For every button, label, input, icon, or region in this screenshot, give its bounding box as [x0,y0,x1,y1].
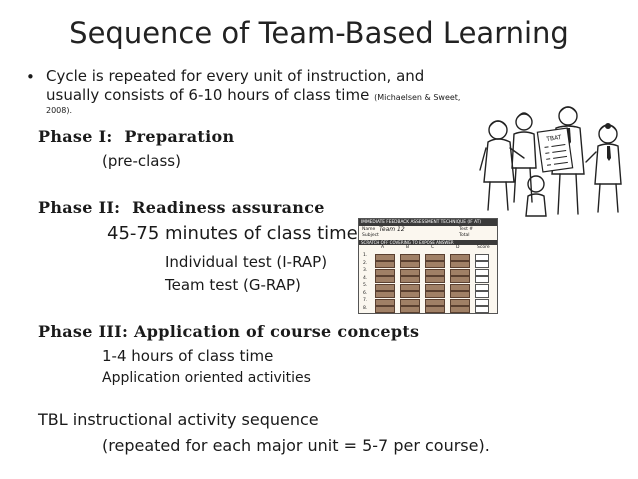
ifat-answer-box [400,276,420,283]
ifat-answer-box [375,261,395,268]
phase-3-time: 1-4 hours of class time [102,347,274,365]
ifat-score-box [475,276,489,283]
ifat-name-label: Name [362,227,376,232]
ifat-answer-box [400,306,420,313]
ifat-row-label: 1. [363,253,368,258]
ifat-scratch-card [358,218,498,314]
ifat-column-2: B [406,245,410,250]
test-paper-icon [537,128,572,172]
ifat-subject-label: Subject [362,233,379,238]
phase-2-item-1: Individual test (I-RAP) [165,253,328,271]
phase-1-colon: : [106,127,113,146]
phase-2-heading [38,198,325,217]
phase-2-name: Readiness assurance [132,198,325,217]
ifat-answer-box [375,284,395,291]
ifat-answer-box [400,299,420,306]
ifat-answer-box [375,306,395,313]
bullet-text-line-1: Cycle is repeated for every unit of instruction, and [46,67,425,85]
ifat-answer-box [425,306,445,313]
phase-1-detail: (pre-class) [102,152,181,170]
ifat-answer-box [400,284,420,291]
phase-3-name: Application of course concepts [134,322,420,341]
ifat-answer-box [450,284,470,291]
phase-3-detail: Application oriented activities [102,370,311,386]
ifat-answer-box [425,261,445,268]
ifat-answer-box [375,291,395,298]
ifat-answer-box [375,254,395,261]
ifat-answer-box [450,276,470,283]
ifat-answer-box [425,254,445,261]
ifat-row-label: 3. [363,268,368,273]
ifat-answer-box [400,269,420,276]
phase-3-label: Phase III [38,322,122,341]
ifat-row-label: 6. [363,290,368,296]
phase-2-item-2: Team test (G-RAP) [165,276,301,294]
ifat-row-label: 4. [363,275,368,281]
bullet-marker: • [26,68,35,86]
citation: (Michaelsen & Sweet, [374,93,461,102]
ifat-score-box [475,299,489,306]
ifat-test-label: Test # [459,227,474,232]
ifat-answer-grid [359,251,497,313]
phase-2-time: 45-75 minutes of class time [107,223,358,244]
ifat-answer-box [375,276,395,283]
ifat-answer-box [425,276,445,283]
ifat-column-5: Score [477,245,490,250]
paper-label: TBAT [545,134,562,144]
ifat-answer-box [450,299,470,306]
page-title: Sequence of Team-Based Learning [69,16,569,50]
ifat-score-box [475,284,489,291]
phase-2-label: Phase II [38,198,115,217]
ifat-answer-box [375,269,395,276]
phase-3-colon: : [121,322,129,341]
ifat-header: IMMEDIATE FEEDBACK ASSESSMENT TECHNIQUE (IF AT) [359,219,497,226]
ifat-row-label: 2. [363,260,368,266]
ifat-score-box [475,291,489,298]
ifat-answer-box [450,254,470,261]
sequence-line-2: (repeated for each major unit = 5-7 per course). [102,436,490,455]
ifat-answer-box [425,269,445,276]
ifat-name-value: Team 12 [379,226,405,233]
ifat-column-1: A [381,245,385,250]
ifat-score-box [475,306,489,313]
phase-1-label: Phase I [38,127,107,146]
ifat-column-4: D [456,245,460,250]
ifat-answer-box [400,291,420,298]
ifat-answer-box [450,306,470,313]
bullet-text-line-2 [46,86,460,104]
ifat-scratch-banner: SCRATCH OFF COVERING TO EXPOSE ANSWER [359,240,497,245]
ifat-total-label: Total [459,233,470,238]
ifat-score-box [475,269,489,276]
ifat-answer-box [450,261,470,268]
ifat-answer-box [425,284,445,291]
ifat-answer-box [425,291,445,298]
phase-3-heading [38,322,419,341]
bullet-text-line-2-main: usually consists of 6-10 hours of class time [46,86,370,104]
phase-2-colon: : [114,198,121,217]
ifat-column-3: C [431,245,435,250]
ifat-answer-box [450,269,470,276]
ifat-answer-box [400,261,420,268]
ifat-row-label: 7. [363,298,368,303]
phase-1-heading [38,127,234,146]
ifat-row-label: 5. [363,283,368,288]
ifat-score-box [475,261,489,268]
ifat-answer-box [450,291,470,298]
ifat-row-label: 8. [363,305,368,311]
citation-year: 2008). [46,106,73,115]
students-cartoon-illustration [476,96,626,226]
phase-1-name: Preparation [124,127,235,146]
ifat-answer-box [400,254,420,261]
ifat-answer-box [425,299,445,306]
ifat-answer-box [375,299,395,306]
ifat-score-box [475,254,489,261]
sequence-line-1: TBL instructional activity sequence [38,410,319,429]
